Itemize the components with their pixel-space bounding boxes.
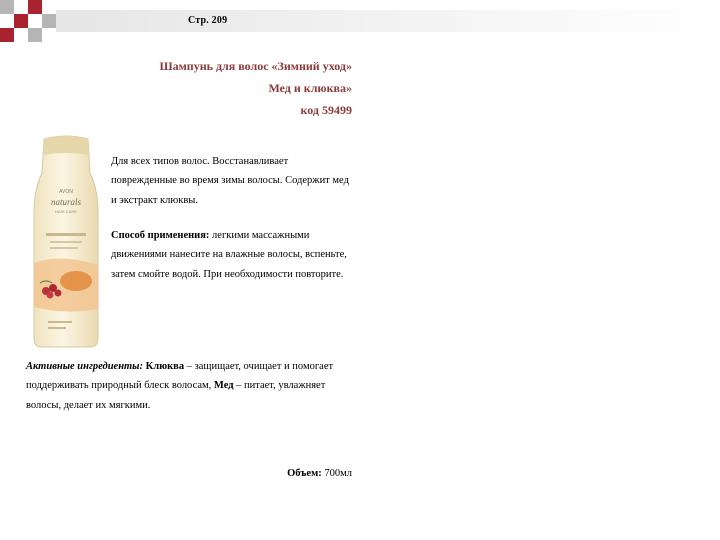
product-description: Для всех типов волос. Восстанавливает поврежденные во время зимы волосы. Содержит мед и экстракт клюквы. — [111, 156, 349, 206]
shampoo-bottle-image — [30, 133, 102, 351]
usage-instructions — [111, 226, 351, 284]
volume-info — [287, 468, 352, 479]
title-line-2: Мед и клюква» — [268, 81, 352, 95]
title-line-1: Шампунь для волос «Зимний уход» — [159, 59, 352, 73]
usage-heading: Способ применения: — [111, 230, 210, 241]
ingredient-honey-name: Мед — [213, 380, 234, 392]
product-code: код 59499 — [300, 103, 352, 117]
checkered-corner-decoration — [0, 0, 56, 42]
brand-haircare: HAIR CARE — [55, 209, 77, 214]
active-ingredients — [26, 357, 356, 415]
ingredient-honey-text: – питает, увлажняет волосы, делает их мягкими. — [26, 380, 326, 411]
volume-label: Объем: — [287, 468, 322, 479]
ingredients-heading: Активные ингредиенты: — [26, 361, 143, 372]
usage-text: легкими массажными движениями нанесите на влажные волосы, вспеньте, затем смойте водой. При необходимости повторите. — [111, 230, 347, 280]
page-number: Стр. 209 — [188, 15, 228, 26]
header-band — [56, 10, 720, 32]
brand-avon: AVON — [59, 189, 73, 195]
volume-value: 700мл — [321, 468, 352, 479]
brand-naturals: naturals — [50, 197, 82, 207]
product-title — [159, 55, 352, 121]
ingredient-cranberry-name: Клюква — [142, 361, 185, 372]
ingredient-cranberry-text: – защищает, очищает и помогает поддерживать природный блеск волосам, — [26, 361, 334, 392]
